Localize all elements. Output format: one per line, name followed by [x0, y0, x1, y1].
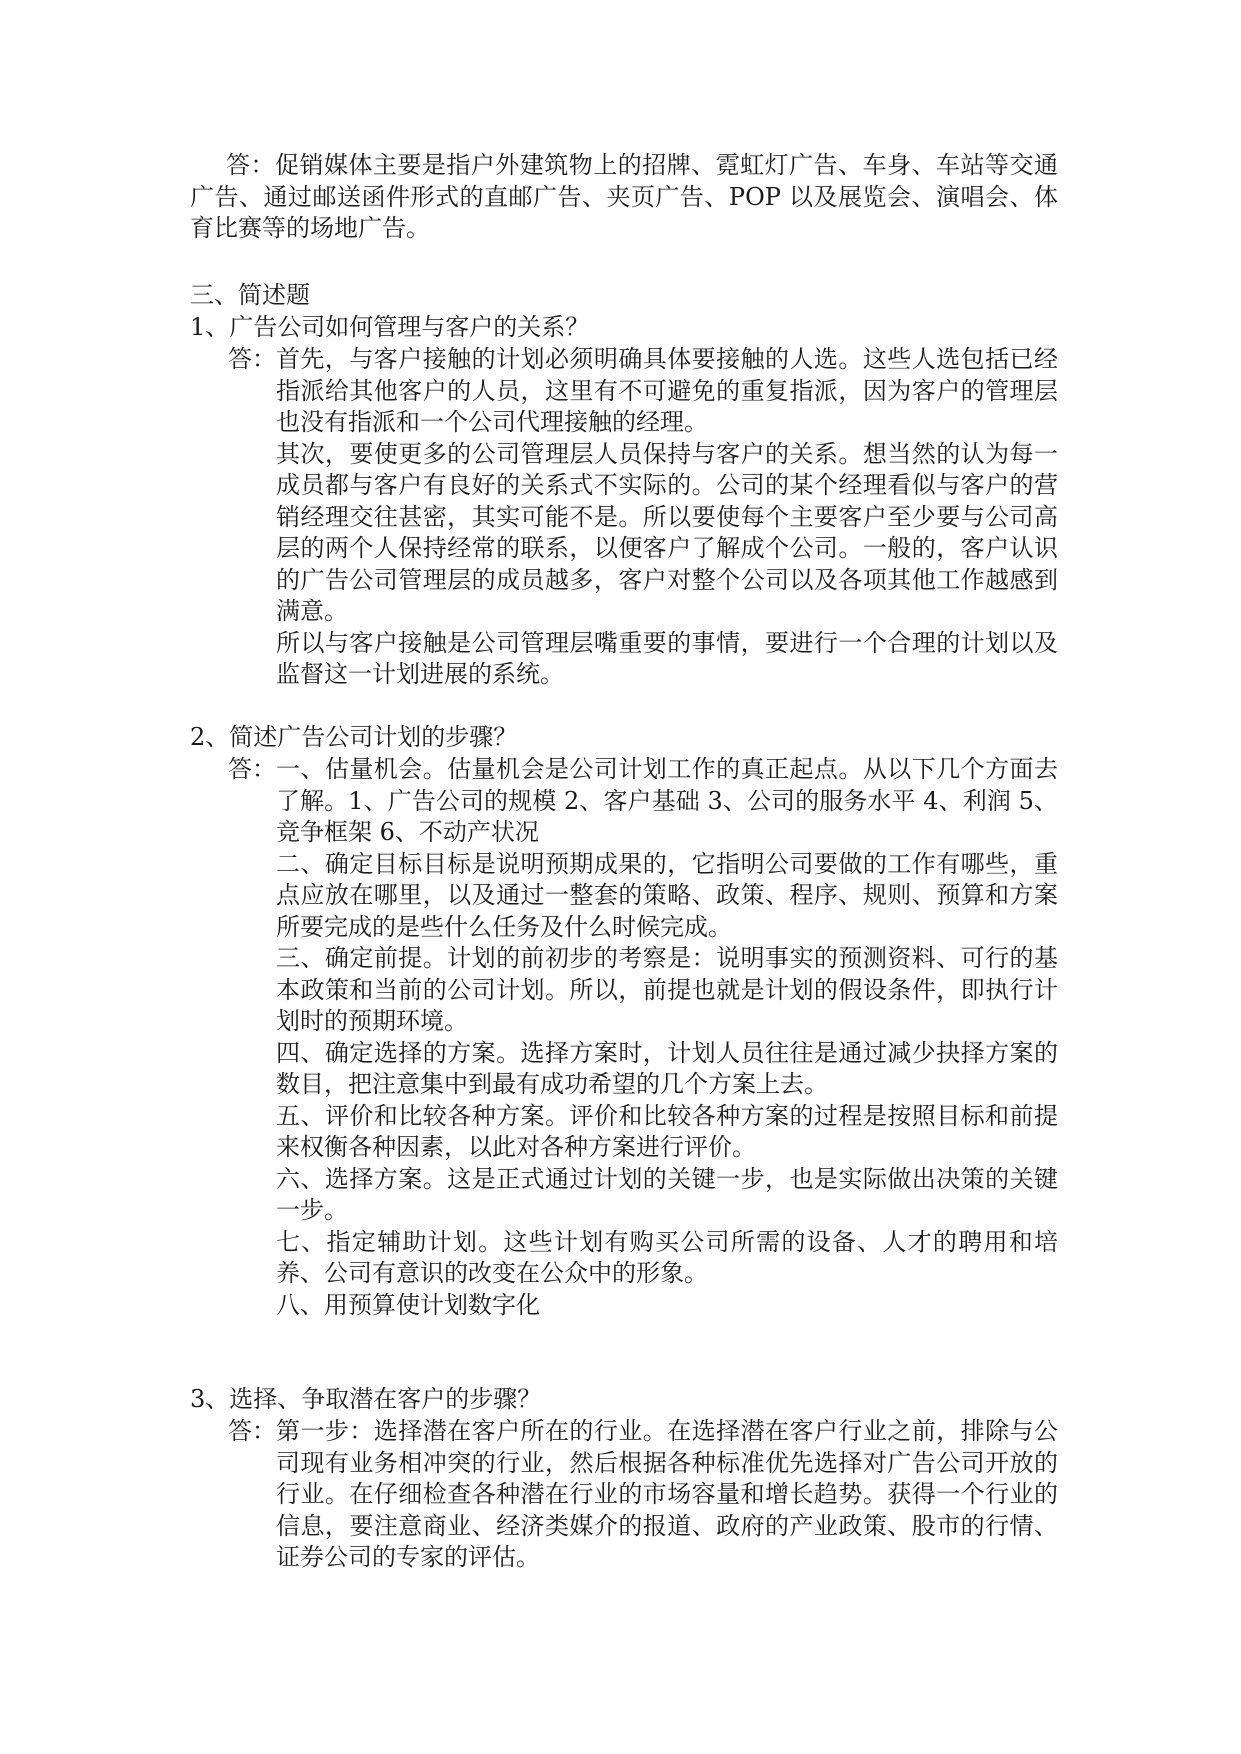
answer-paragraph: 八、用预算使计划数字化: [276, 1290, 540, 1319]
answer-label: 答：: [228, 755, 276, 783]
answer-paragraph: 其次，要使更多的公司管理层人员保持与客户的关系。想当然的认为每一成员都与客户有良好的关系式不实际的。公司的某个经理看似与客户的营销经理交往甚密，其实可能不是。所以要使每个主要客户至少要与公司高层的两个人保持经常的联系，以便客户了解成个公司。一般的，客户认识的广告公司管理层的成员越多，客户对整个公司以及各项其他工作越感到满意。: [276, 439, 1058, 625]
answer-label: 答：: [228, 1417, 276, 1445]
intro-paragraph: 答：促销媒体主要是指户外建筑物上的招牌、霓虹灯广告、车身、车站等交通广告、通过邮送函件形式的直邮广告、夹页广告、POP 以及展览会、演唱会、体育比赛等的场地广告。: [190, 151, 1058, 242]
answer-paragraph: 首先，与客户接触的计划必须明确具体要接触的人选。这些人选包括已经指派给其他客户的人员，这里有不可避免的重复指派，因为客户的管理层也没有指派和一个公司代理接触的经理。: [276, 345, 1058, 436]
answer-label: 答：: [228, 345, 276, 373]
answer-paragraph: 七、指定辅助计划。这些计划有购买公司所需的设备、人才的聘用和培养、公司有意识的改变在公众中的形象。: [276, 1227, 1058, 1287]
answer-paragraph: 三、确定前提。计划的前初步的考察是：说明事实的预测资料、可行的基本政策和当前的公司计划。所以，前提也就是计划的假设条件，即执行计划时的预期环境。: [276, 944, 1058, 1035]
answer-paragraph: 二、确定目标目标是说明预期成果的，它指明公司要做的工作有哪些，重点应放在哪里，以及通过一整套的策略、政策、程序、规则、预算和方案所要完成的是些什么任务及什么时候完成。: [276, 849, 1058, 941]
question-1-answer: [228, 344, 1058, 691]
answer-paragraph: 一、估量机会。估量机会是公司计划工作的真正起点。从以下几个方面去了解。1、广告公司的规模 2、客户基础 3、公司的服务水平 4、利润 5、竞争框架 6、不动产状况: [276, 755, 1058, 846]
question-2-title: 2、简述广告公司计划的步骤？: [190, 723, 518, 751]
question-3-title: 3、选择、争取潜在客户的步骤？: [190, 1385, 542, 1413]
question-1-title: 1、广告公司如何管理与客户的关系？: [190, 313, 590, 341]
question-3-answer: [228, 1416, 1058, 1574]
section-heading: 三、简述题: [190, 281, 310, 309]
answer-paragraph: 六、选择方案。这是正式通过计划的关键一步，也是实际做出决策的关键一步。: [276, 1164, 1058, 1224]
answer-paragraph: 所以与客户接触是公司管理层嘴重要的事情，要进行一个合理的计划以及监督这一计划进展的系统。: [276, 628, 1058, 688]
answer-paragraph: 五、评价和比较各种方案。评价和比较各种方案的过程是按照目标和前提来权衡各种因素，以此对各种方案进行评价。: [276, 1101, 1058, 1161]
question-2-answer: [228, 754, 1058, 1321]
answer-paragraph: 第一步：选择潜在客户所在的行业。在选择潜在客户行业之前，排除与公司现有业务相冲突的行业，然后根据各种标准优先选择对广告公司开放的行业。在仔细检查各种潜在行业的市场容量和增长趋势。获得一个行业的信息，要注意商业、经济类媒介的报道、政府的产业政策、股市的行情、证券公司的专家的评估。: [276, 1417, 1058, 1571]
answer-paragraph: 四、确定选择的方案。选择方案时，计划人员往往是通过减少抉择方案的数目，把注意集中到最有成功希望的几个方案上去。: [276, 1038, 1058, 1098]
